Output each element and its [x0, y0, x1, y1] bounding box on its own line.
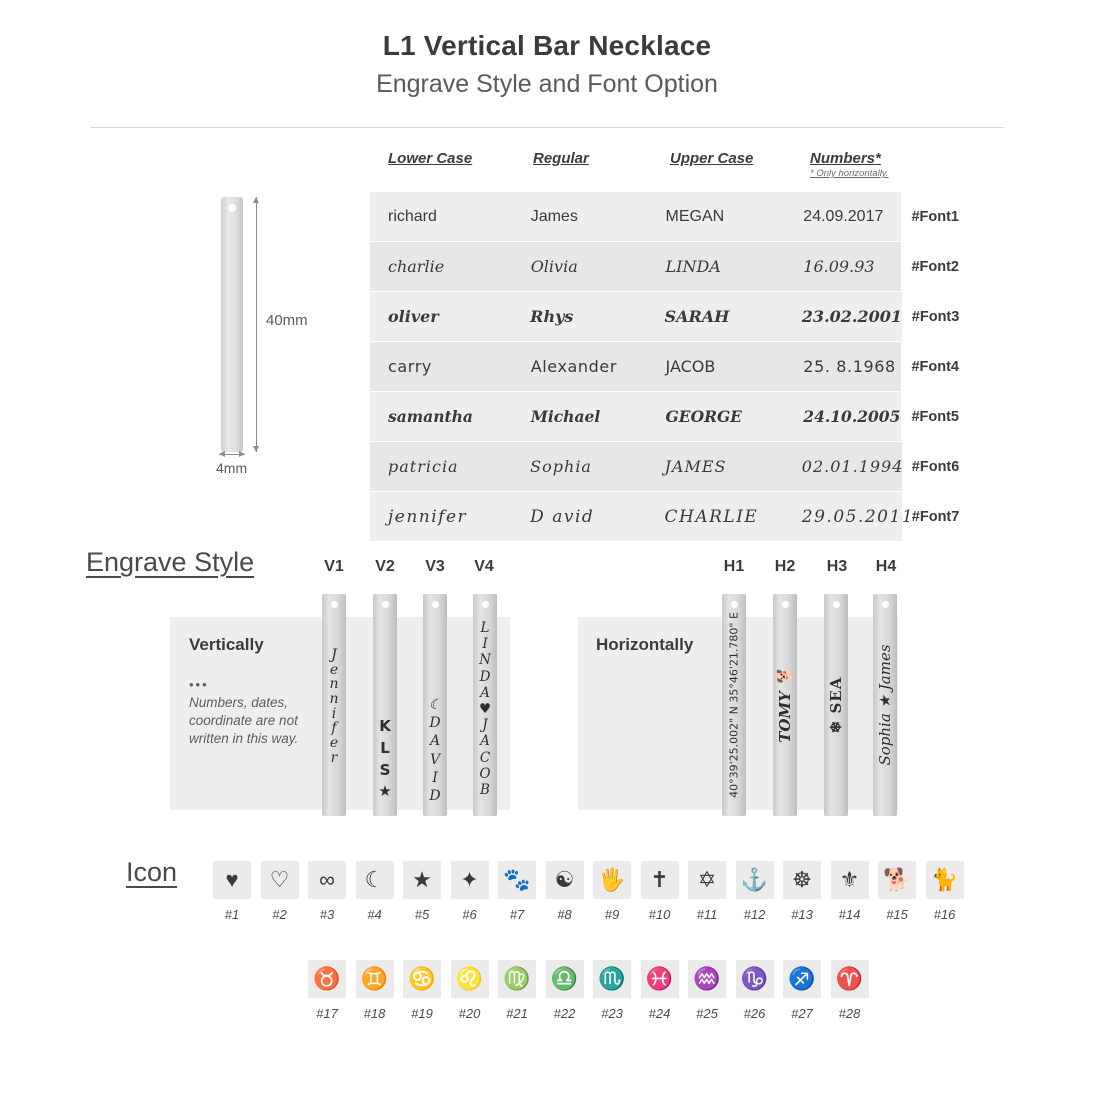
code-h3: H3 — [826, 558, 848, 575]
dog-icon[interactable]: 🐕 — [878, 861, 916, 899]
page-subtitle: Engrave Style and Font Option — [376, 70, 718, 98]
aquarius-icon[interactable]: ♒ — [688, 960, 726, 998]
code-v3: V3 — [425, 558, 445, 575]
cell-regular: Rhys — [512, 292, 646, 342]
table-row — [370, 392, 990, 442]
cell-regular: D avid — [512, 492, 646, 542]
code-h2: H2 — [774, 558, 796, 575]
icon-number-label: #23 — [601, 1006, 623, 1021]
icon-number-label: #12 — [743, 907, 766, 922]
cell-regular: Olivia — [513, 242, 648, 292]
cell-numbers: 02.01.1994 — [784, 442, 902, 492]
engrave-sample-h4-text: Sophia ★ James — [876, 644, 894, 766]
cross-icon[interactable]: ✝ — [641, 861, 679, 899]
engrave-sample-v2-text: K L S ★ — [378, 717, 392, 801]
cell-font-tag: #Font3 — [911, 309, 960, 325]
engrave-sample-h3 — [824, 594, 848, 816]
code-v1: V1 — [324, 558, 344, 575]
cell-lower-case: richard — [370, 192, 513, 242]
gemini-icon[interactable]: ♊ — [356, 960, 394, 998]
icon-number-label: #27 — [791, 1006, 813, 1021]
anchor-icon[interactable]: ⚓ — [736, 861, 774, 899]
icon-number-label: #13 — [791, 907, 813, 922]
cell-font-tag: #Font6 — [911, 459, 960, 475]
icon-number-label: #21 — [506, 1006, 528, 1021]
icon-number-label: #14 — [838, 907, 861, 922]
table-row — [370, 292, 990, 342]
bar-hole-icon — [331, 601, 338, 608]
cell-lower-case: jennifer — [370, 492, 512, 542]
icon-number-label: #15 — [886, 907, 908, 922]
table-header-row — [370, 150, 990, 192]
cell-font-tag: #Font2 — [911, 259, 959, 275]
bar-hole-icon — [882, 601, 889, 608]
engrave-sample-v3 — [423, 594, 447, 816]
engrave-sample-v1-text: J e n n i f e r — [329, 647, 339, 766]
icon-number-label: #7 — [509, 907, 525, 922]
vertical-panel-dots: ••• — [189, 677, 209, 692]
icon-number-label: #16 — [933, 907, 956, 922]
engrave-sample-v2 — [373, 594, 397, 816]
heart-outline-icon[interactable]: ♡ — [261, 861, 299, 899]
engrave-sample-h2-text: TOMY 🐕 — [776, 667, 794, 743]
font-options-table — [370, 150, 990, 542]
cell-upper-case: MEGAN — [648, 192, 786, 242]
cell-numbers: 24.09.2017 — [785, 192, 901, 242]
cell-numbers: 24.10.2005 — [785, 392, 901, 442]
bar-hole-icon — [731, 601, 738, 608]
icon-section-heading: Icon — [126, 857, 178, 887]
vertical-panel-note: Numbers, dates, coordinate are not written in this way. — [189, 695, 299, 747]
cell-numbers: 25. 8.1968 — [785, 342, 901, 392]
icon-number-label: #19 — [411, 1006, 433, 1021]
column-header-numbers — [792, 150, 910, 192]
icon-number-label: #26 — [743, 1006, 766, 1021]
bar-hole-icon — [833, 601, 840, 608]
paw-print-icon[interactable]: 🐾 — [498, 861, 536, 899]
crescent-moon-icon[interactable]: ☾ — [356, 861, 394, 899]
engrave-sample-h3-text: ❄ SEA — [827, 676, 845, 734]
horizontal-panel-title: Horizontally — [596, 635, 694, 654]
cat-icon[interactable]: 🐈 — [926, 861, 964, 899]
star-five-icon[interactable]: ★ — [403, 861, 441, 899]
cell-font-tag: #Font4 — [911, 359, 959, 375]
icon-number-label: #20 — [458, 1006, 481, 1021]
table-row — [370, 192, 990, 242]
icon-number-label: #10 — [648, 907, 671, 922]
icon-number-label: #4 — [367, 907, 382, 922]
bar-hole-icon — [432, 601, 439, 608]
cell-regular: Alexander — [513, 342, 648, 392]
lotus-icon[interactable]: ⚜ — [831, 861, 869, 899]
cell-numbers: 29.05.2011 — [784, 492, 902, 542]
engrave-sample-h2 — [773, 594, 797, 816]
icon-number-label: #25 — [696, 1006, 718, 1021]
table-row — [370, 492, 990, 542]
taurus-icon[interactable]: ♉ — [308, 960, 346, 998]
pisces-icon[interactable]: ♓ — [641, 960, 679, 998]
icon-number-label: #9 — [604, 907, 620, 922]
code-h4: H4 — [875, 558, 897, 575]
hamsa-hand-icon[interactable]: 🖐 — [593, 861, 631, 899]
icon-number-label: #6 — [462, 907, 477, 922]
cell-lower-case: patricia — [370, 442, 512, 492]
bar-hole-icon — [482, 601, 489, 608]
vertical-panel-title: Vertically — [189, 635, 264, 654]
infinity-icon[interactable]: ∞ — [308, 861, 346, 899]
cell-upper-case: GEORGE — [648, 392, 786, 442]
cell-lower-case: samantha — [370, 392, 513, 442]
icon-number-label: #2 — [272, 907, 287, 922]
cell-upper-case: JAMES — [647, 442, 784, 492]
icon-number-label: #3 — [319, 907, 335, 922]
star-of-david-icon[interactable]: ✡ — [688, 861, 726, 899]
cell-upper-case: LINDA — [648, 242, 786, 292]
code-v4: V4 — [474, 558, 494, 575]
engrave-sample-v3-text: ☾ D A V I D — [428, 697, 442, 804]
engrave-sample-v4 — [473, 594, 497, 816]
engrave-sample-v4-text: L I N D A ♥ J A C O B — [478, 620, 492, 798]
engrave-sample-h4 — [873, 594, 897, 816]
leo-icon[interactable]: ♌ — [451, 960, 489, 998]
cell-font-tag: #Font7 — [911, 509, 960, 525]
icon-number-label: #17 — [316, 1006, 338, 1021]
cell-lower-case: carry — [370, 342, 513, 392]
table-row — [370, 342, 990, 392]
width-dimension-label: 4mm — [216, 460, 248, 476]
engrave-sample-v1 — [322, 594, 346, 816]
ship-wheel-icon[interactable]: ☸ — [783, 861, 821, 899]
bar-hole-icon — [228, 204, 236, 212]
table-row — [370, 242, 990, 292]
height-dimension-label: 40mm — [266, 312, 308, 329]
aries-icon[interactable]: ♈ — [831, 960, 869, 998]
icon-number-label: #5 — [414, 907, 430, 922]
column-header-regular: Regular — [533, 150, 589, 167]
height-dimension-line — [256, 197, 257, 452]
heart-filled-icon[interactable]: ♥ — [213, 861, 251, 899]
yin-yang-icon[interactable]: ☯ — [546, 861, 584, 899]
scorpio-icon[interactable]: ♏ — [593, 960, 631, 998]
cell-upper-case: SARAH — [647, 292, 784, 342]
cell-numbers: 23.02.2001 — [784, 292, 902, 342]
page-title: L1 Vertical Bar Necklace — [382, 30, 712, 61]
engrave-sample-h1-text: 40°39'25.002" N 35°46'21.780" E — [727, 612, 741, 798]
table-row — [370, 442, 990, 492]
bar-hole-icon — [382, 601, 389, 608]
width-dimension-line — [219, 454, 245, 455]
header-divider — [90, 127, 1004, 128]
libra-icon[interactable]: ♎ — [546, 960, 584, 998]
virgo-icon[interactable]: ♍ — [498, 960, 536, 998]
icon-number-label: #1 — [224, 907, 240, 922]
cell-lower-case: oliver — [370, 292, 512, 342]
cancer-icon[interactable]: ♋ — [403, 960, 441, 998]
column-header-numbers-text: Numbers* — [810, 150, 881, 167]
cell-lower-case: charlie — [370, 242, 513, 292]
cell-font-tag: #Font1 — [911, 209, 959, 225]
capricorn-icon[interactable]: ♑ — [736, 960, 774, 998]
engrave-style-heading: Engrave Style — [86, 547, 255, 577]
icon-number-label: #28 — [838, 1006, 861, 1021]
icon-number-label: #11 — [696, 907, 718, 922]
sagittarius-icon[interactable]: ♐ — [783, 960, 821, 998]
engrave-sample-h1 — [722, 594, 746, 816]
code-h1: H1 — [723, 558, 745, 575]
cell-regular: Sophia — [512, 442, 646, 492]
code-v2: V2 — [375, 558, 395, 575]
cell-upper-case: CHARLIE — [647, 492, 784, 542]
cell-numbers: 16.09.93 — [785, 242, 901, 292]
column-header-lower-case: Lower Case — [388, 150, 473, 167]
cell-regular: James — [513, 192, 648, 242]
column-header-upper-case: Upper Case — [670, 150, 754, 167]
icon-number-label: #18 — [363, 1006, 386, 1021]
cell-regular: Michael — [513, 392, 648, 442]
bar-hole-icon — [782, 601, 789, 608]
cell-font-tag: #Font5 — [911, 409, 959, 425]
star-six-icon[interactable]: ✦ — [451, 861, 489, 899]
numbers-note: * Only horizontally. — [810, 168, 889, 179]
bar-pendant-illustration — [221, 197, 243, 452]
icon-number-label: #22 — [553, 1006, 576, 1021]
icon-number-label: #8 — [557, 907, 572, 922]
cell-upper-case: JACOB — [648, 342, 786, 392]
icon-number-label: #24 — [648, 1006, 671, 1021]
